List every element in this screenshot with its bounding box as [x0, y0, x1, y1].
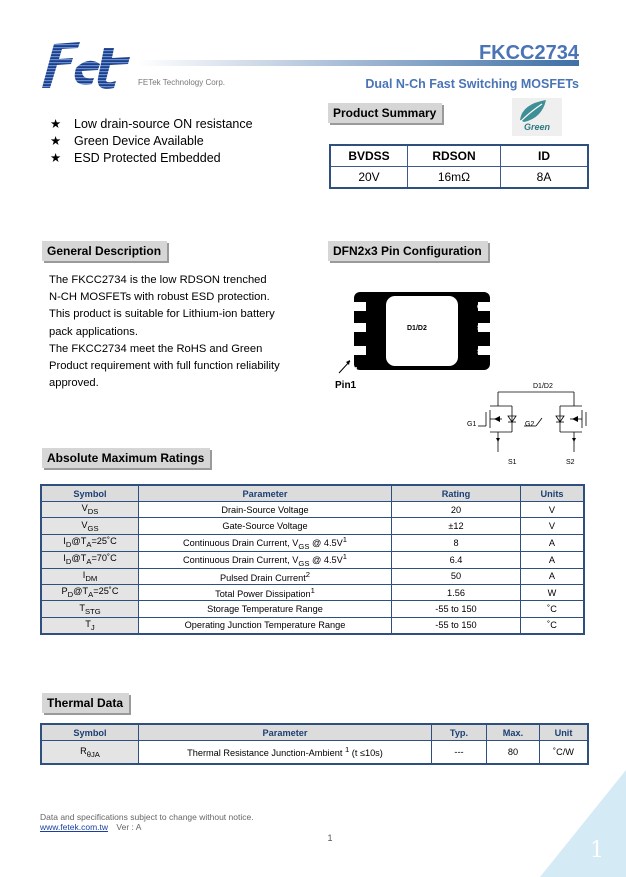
unit-cell: V [521, 518, 585, 534]
table-row [41, 502, 584, 518]
disclaimer: Data and specifications subject to change without notice. [40, 812, 254, 822]
table-header: Typ. [432, 724, 487, 741]
max-cell: 80 [487, 741, 540, 765]
parameter-cell: Operating Junction Temperature Range [139, 617, 392, 634]
symbol-cell: $T_{STG}$ [41, 601, 139, 617]
symbol-cell: $V_{GS}$ [41, 518, 139, 534]
pad-label-g1: G1 [356, 304, 366, 311]
table-row [41, 568, 584, 584]
pin-configuration-heading: DFN2x3 Pin Configuration [328, 241, 488, 261]
company-name: FETek Technology Corp. [138, 78, 226, 87]
unit-cell: ˚C [521, 601, 585, 617]
table-row [41, 518, 584, 534]
pin1-label: Pin1 [335, 380, 357, 391]
table-row [41, 534, 584, 551]
pad-label-drain: D1/D2 [407, 325, 427, 332]
typ-cell: --- [432, 741, 487, 765]
parameter-cell: Storage Temperature Range [139, 601, 392, 617]
schematic-label-s2: S2 [566, 459, 575, 466]
table-header: Unit [540, 724, 589, 741]
unit-cell: W [521, 584, 585, 600]
description-line: The FKCC2734 meet the RoHS and Green [49, 342, 263, 355]
website-link[interactable]: www.fetek.com.tw [40, 822, 109, 832]
parameter-cell: Thermal Resistance Junction-Ambient $^1$ (t ≤10s) [139, 741, 432, 765]
product-summary-heading: Product Summary [328, 103, 442, 123]
summary-value: 16mΩ [408, 167, 501, 189]
table-header: Units [521, 485, 585, 502]
description-line: The FKCC2734 is the low RDSON trenched [49, 274, 267, 286]
pad-label-s2: S2 [477, 325, 486, 332]
feature-text: ESD Protected Embedded [74, 151, 221, 165]
star-icon: ★ [50, 134, 62, 148]
part-number: FKCC2734 [478, 42, 579, 64]
version-label: Ver : A [116, 822, 142, 832]
description-line: pack applications. [49, 325, 138, 338]
schematic-label-drain: D1/D2 [533, 383, 553, 390]
rating-cell: -55 to 150 [392, 601, 521, 617]
description-line: Product requirement with full function reliability [49, 360, 280, 373]
symbol-cell: $T_J$ [41, 617, 139, 634]
rating-cell: 50 [392, 568, 521, 584]
pad-label-g2: G2 [477, 304, 487, 311]
feature-item [50, 150, 253, 167]
thermal-data-heading: Thermal Data [42, 693, 129, 713]
unit-cell: A [521, 551, 585, 568]
feature-item [50, 116, 253, 133]
abs-max-ratings-body [41, 502, 584, 635]
feature-list [50, 116, 253, 167]
description-line: N-CH MOSFETs with robust ESD protection. [49, 291, 270, 304]
table-header: Symbol [41, 724, 139, 741]
rating-cell: 20 [392, 502, 521, 518]
symbol-cell: $P_D@T_A=25˚C$ [41, 584, 139, 600]
schematic-label-s1: S1 [508, 459, 517, 466]
feature-item [50, 133, 253, 150]
star-icon: ★ [50, 117, 62, 131]
unit-cell: ˚C/W [540, 741, 589, 765]
unit-cell: V [521, 502, 585, 518]
table-header: Max. [487, 724, 540, 741]
table-header: Parameter [139, 485, 392, 502]
pad-label-s2: S2 [477, 349, 486, 356]
symbol-cell: $I_D@T_A=25˚C$ [41, 534, 139, 551]
schematic-label-g1: G1 [467, 421, 477, 428]
rating-cell: 8 [392, 534, 521, 551]
table-header: Parameter [139, 724, 432, 741]
table-row [41, 551, 584, 568]
parameter-cell: Continuous Drain Current, $V_{GS}$ @ $4.5V^1$ [139, 551, 392, 568]
unit-cell: A [521, 534, 585, 551]
parameter-cell: Drain-Source Voltage [139, 502, 392, 518]
parameter-cell: Pulsed Drain Current$^2$ [139, 568, 392, 584]
summary-value: 20V [330, 167, 408, 189]
abs-max-ratings-heading: Absolute Maximum Ratings [42, 448, 210, 468]
schematic-label-g2: G2 [525, 421, 535, 428]
summary-header: BVDSS [330, 145, 408, 167]
product-subtitle: Dual N-Ch Fast Switching MOSFETs [365, 77, 579, 91]
footer-line [40, 822, 141, 832]
table-header: Rating [392, 485, 521, 502]
green-badge [512, 98, 562, 136]
symbol-cell: $R_{\theta JA}$ [41, 741, 139, 765]
summary-value: 8A [501, 167, 589, 189]
abs-max-ratings-table [40, 484, 585, 635]
parameter-cell: Continuous Drain Current, $V_{GS}$ @ $4.5V^1$ [139, 534, 392, 551]
table-row [41, 601, 584, 617]
feature-text: Low drain-source ON resistance [74, 117, 253, 131]
summary-header: RDSON [408, 145, 501, 167]
star-icon: ★ [50, 151, 62, 165]
symbol-cell: $I_{DM}$ [41, 568, 139, 584]
thermal-data-table [40, 723, 589, 765]
description-line: This product is suitable for Lithium-ion battery [49, 308, 275, 321]
symbol-cell: $V_{DS}$ [41, 502, 139, 518]
symbol-cell: $I_D@T_A=70˚C$ [41, 551, 139, 568]
corner-page-number: 1 [590, 838, 604, 863]
table-row [41, 741, 588, 765]
green-badge-label: Green [524, 122, 551, 132]
thermal-data-body [41, 741, 588, 765]
pad-label-s1: S1 [356, 325, 365, 332]
fet-logo [40, 38, 135, 90]
description-line: approved. [49, 377, 99, 390]
table-header: Symbol [41, 485, 139, 502]
rating-cell: 1.56 [392, 584, 521, 600]
table-row [41, 584, 584, 600]
rating-cell: ±12 [392, 518, 521, 534]
unit-cell: ˚C [521, 617, 585, 634]
product-summary-table [329, 144, 589, 189]
rating-cell: -55 to 150 [392, 617, 521, 634]
parameter-cell: Total Power Dissipation$^1$ [139, 584, 392, 600]
table-row [41, 617, 584, 634]
general-description-text [49, 272, 309, 392]
rating-cell: 6.4 [392, 551, 521, 568]
corner-decoration [540, 770, 626, 877]
page-number: 1 [327, 833, 333, 843]
summary-header: ID [501, 145, 589, 167]
pad-label-s1: S1 [356, 349, 365, 356]
general-description-heading: General Description [42, 241, 167, 261]
unit-cell: A [521, 568, 585, 584]
pin1-arrow-icon [338, 358, 352, 374]
feature-text: Green Device Available [74, 134, 204, 148]
parameter-cell: Gate-Source Voltage [139, 518, 392, 534]
